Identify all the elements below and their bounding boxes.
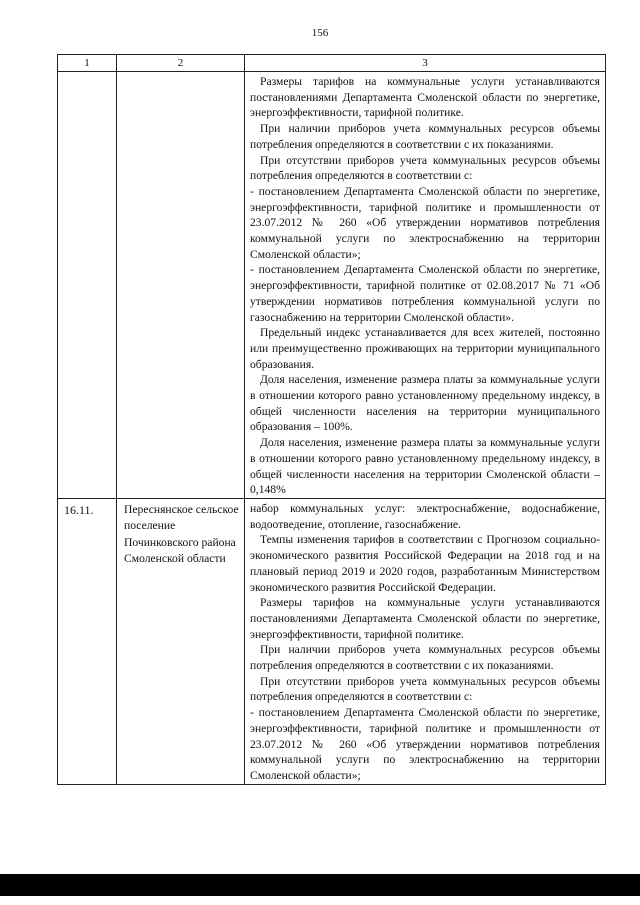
content-paragraph: набор коммунальных услуг: электроснабжение, водоснабжение, водоотведение, отопление, газоснабжение. <box>250 501 600 531</box>
row-number <box>58 72 117 499</box>
content-paragraph: При наличии приборов учета коммунальных ресурсов объемы потребления определяются в соответствии с их показаниями. <box>250 122 600 151</box>
document-table <box>57 54 606 785</box>
page-number: 156 <box>311 27 329 39</box>
content-paragraph: Доля населения, изменение размера платы за коммунальные услуги в отношении которого равно установленному предельному индексу, в общей численности населения на территории Смоленской области – 0,148% <box>250 436 600 497</box>
content-paragraph: - постановлением Департамента Смоленской области по энергетике, энергоэффективности, тарифной политике и промышленности от 23.07.2012 № 260 «Об утверждении нормативов потребления коммунальной услуги по электроснабжению на территории Смоленской области»; <box>250 706 600 782</box>
header-cell-2: 2 <box>117 55 245 72</box>
content-paragraph: При наличии приборов учета коммунальных ресурсов объемы потребления определяются в соответствии с их показаниями. <box>250 643 600 673</box>
settlement-name <box>117 72 245 499</box>
content-paragraph: Темпы изменения тарифов в соответствии с Прогнозом социально-экономического развития Российской Федерации на 2018 год и на плановый период 2019 и 2020 годов, разработанным Министерством экономического развития Российской Федерации. <box>250 533 600 594</box>
header-cell-3: 3 <box>245 55 606 72</box>
table-header-row <box>58 55 606 72</box>
row-content <box>245 498 606 784</box>
content-paragraph: Размеры тарифов на коммунальные услуги устанавливаются постановлениями Департамента Смоленской области по энергетике, энергоэффективности, тарифной политике. <box>250 75 600 120</box>
header-cell-1: 1 <box>58 55 117 72</box>
content-paragraph: При отсутствии приборов учета коммунальных ресурсов объемы потребления определяются в соответствии с: <box>250 674 600 704</box>
table-row <box>58 72 606 499</box>
row-number: 16.11. <box>58 498 117 784</box>
content-paragraph: - постановлением Департамента Смоленской области по энергетике, энергоэффективности, тарифной политике и промышленности от 23.07.2012 № 260 «Об утверждении нормативов потребления коммунальной услуги по электроснабжению на территории Смоленской области»; <box>250 184 600 261</box>
content-paragraph: При отсутствии приборов учета коммунальных ресурсов объемы потребления определяются в соответствии с: <box>250 153 600 183</box>
scan-bottom-border <box>0 874 640 896</box>
settlement-name: Переснянское сельское поселение Починковского района Смоленской области <box>117 498 245 784</box>
content-paragraph: Предельный индекс устанавливается для всех жителей, постоянно или преимущественно проживающих на территории муниципального образования. <box>250 326 600 371</box>
content-paragraph: Размеры тарифов на коммунальные услуги устанавливаются постановлениями Департамента Смоленской области по энергетике, энергоэффективности, тарифной политике. <box>250 596 600 641</box>
content-paragraph: - постановлением Департамента Смоленской области по энергетике, энергоэффективности, тарифной политике от 02.08.2017 № 71 «Об утверждении нормативов потребления коммунальной услуги по газоснабжению на территории Смоленской области». <box>250 263 600 324</box>
content-paragraph: Доля населения, изменение размера платы за коммунальные услуги в отношении которого равно установленному предельному индексу, в общей численности населения на территории муниципального образования – 100%. <box>250 373 600 434</box>
row-content <box>245 72 606 499</box>
table-row <box>58 498 606 784</box>
